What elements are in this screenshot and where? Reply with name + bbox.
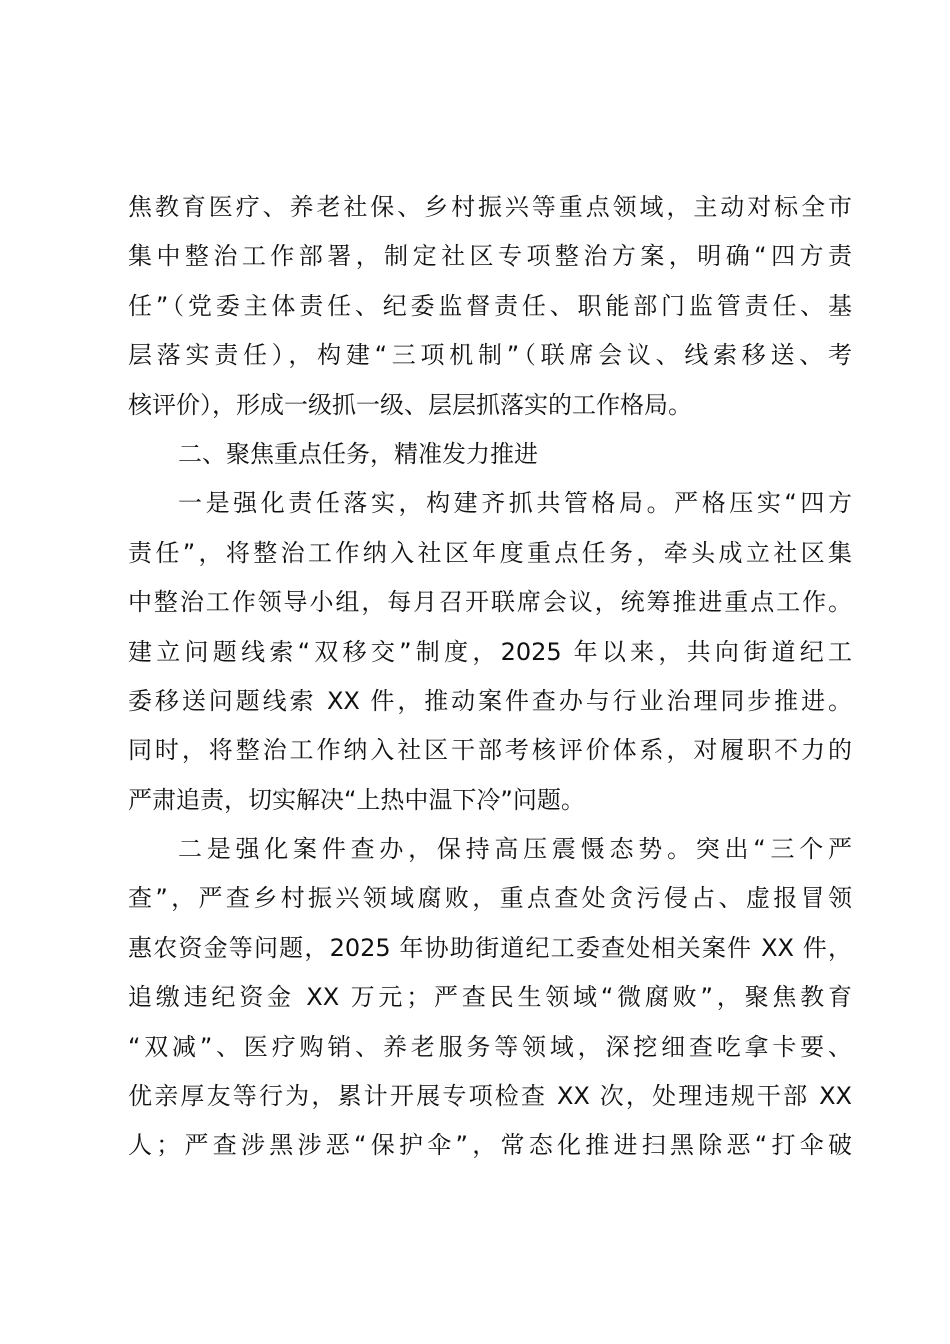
text-line: 人；严查涉黑涉恶“保护伞”，常态化推进扫黑除恶“打伞破 xyxy=(128,1131,852,1160)
text-line: 中整治工作领导小组，每月召开联席会议，统筹推进重点工作。 xyxy=(128,588,852,617)
text-line: “双减”、医疗购销、养老服务等领域，深挖细查吃拿卡要、 xyxy=(128,1032,852,1061)
text-line: 查”，严查乡村振兴领域腐败，重点查处贪污侵占、虚报冒领 xyxy=(128,884,852,913)
text-line: 集中整治工作部署，制定社区专项整治方案，明确“四方责 xyxy=(128,242,852,271)
text-line: 任”（党委主体责任、纪委监督责任、职能部门监管责任、基 xyxy=(128,291,852,320)
text-line: 层落实责任），构建“三项机制”（联席会议、线索移送、考 xyxy=(128,341,852,370)
text-line: 委移送问题线索 XX 件，推动案件查办与行业治理同步推进。 xyxy=(128,686,852,715)
text-line: 核评价），形成一级抓一级、层层抓落实的工作格局。 xyxy=(128,390,692,419)
text-line: 同时，将整治工作纳入社区干部考核评价体系，对履职不力的 xyxy=(128,736,852,765)
text-line: 追缴违纪资金 XX 万元；严查民生领域“微腐败”，聚焦教育 xyxy=(128,983,852,1012)
text-line: 优亲厚友等行为，累计开展专项检查 XX 次，处理违规干部 XX xyxy=(128,1082,852,1111)
text-line: 责任”，将整治工作纳入社区年度重点任务，牵头成立社区集 xyxy=(128,538,852,567)
text-line: 一是强化责任落实，构建齐抓共管格局。严格压实“四方 xyxy=(178,489,852,518)
body-text xyxy=(128,183,852,1171)
text-line: 焦教育医疗、养老社保、乡村振兴等重点领域，主动对标全市 xyxy=(128,193,852,221)
text-line: 二是强化案件查办，保持高压震慑态势。突出“三个严 xyxy=(178,835,852,864)
text-line: 严肃追责，切实解决“上热中温下冷”问题。 xyxy=(128,785,585,814)
text-line: 二、聚焦重点任务，精准发力推进 xyxy=(178,439,538,468)
text-line: 惠农资金等问题，2025 年协助街道纪工委查处相关案件 XX 件， xyxy=(128,933,852,962)
text-line: 建立问题线索“双移交”制度，2025 年以来，共向街道纪工 xyxy=(128,637,852,666)
